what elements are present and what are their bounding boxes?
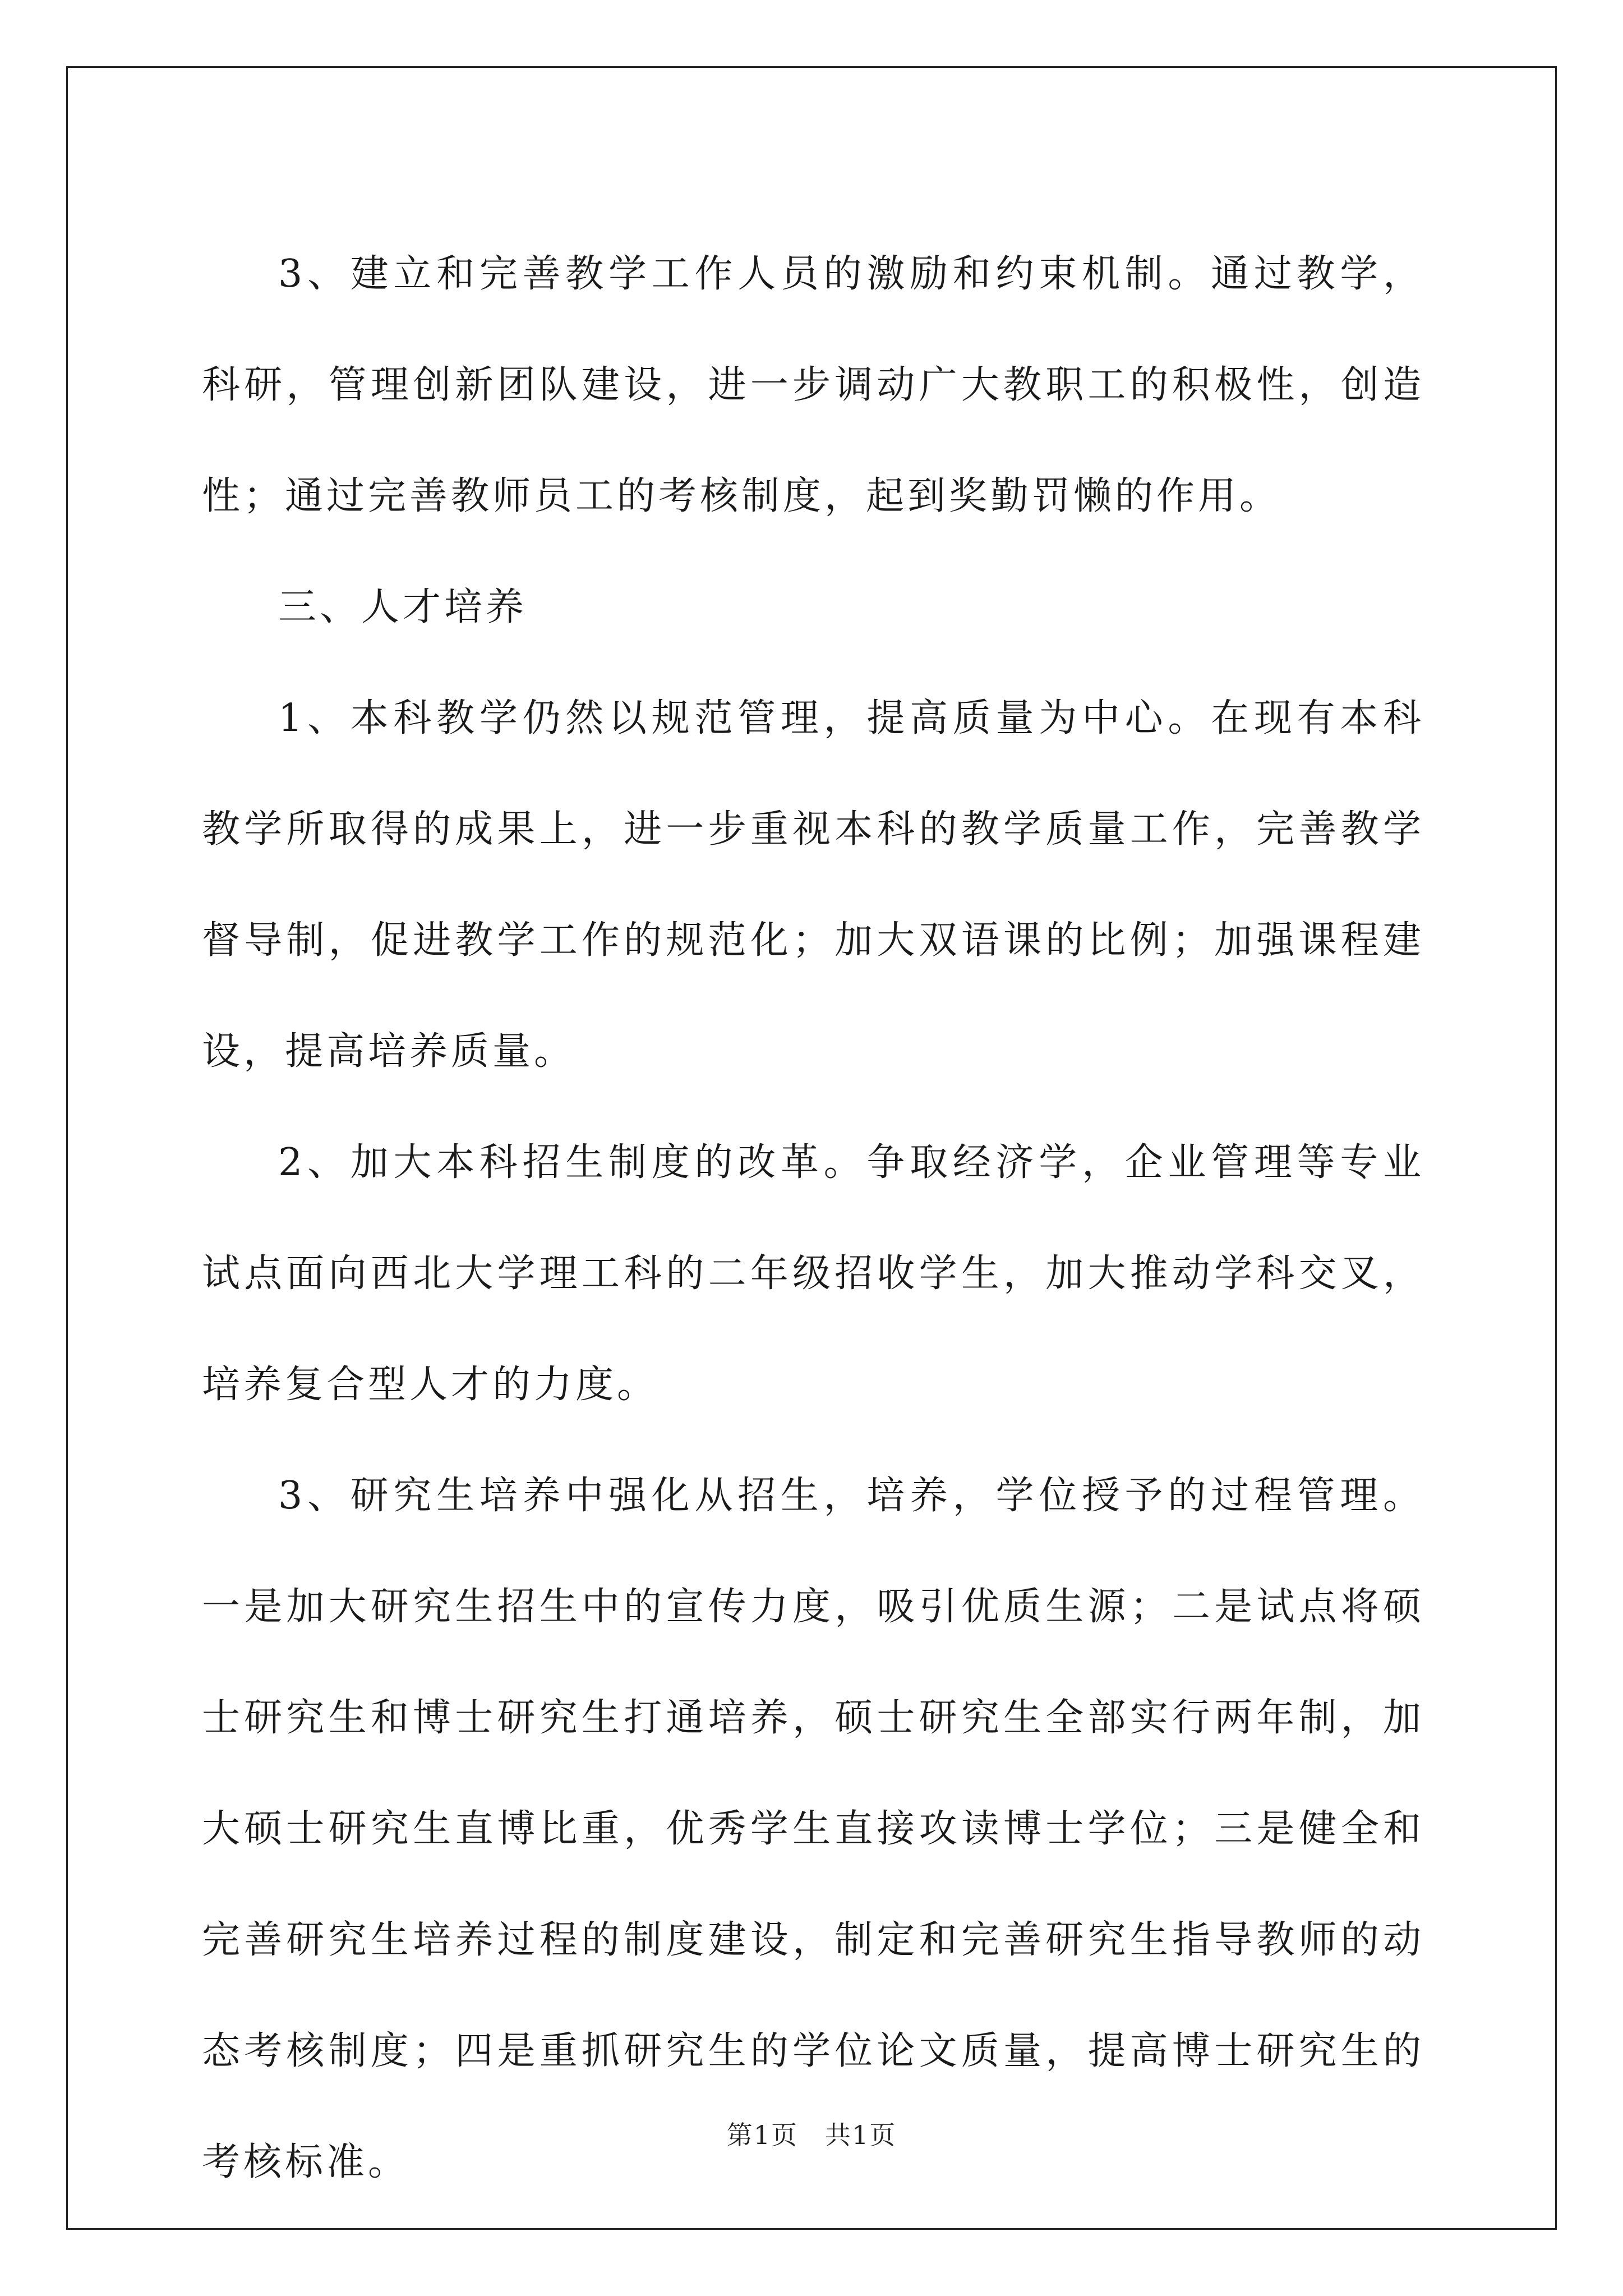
paragraph-graduate-training: 3、研究生培养中强化从招生，培养，学位授予的过程管理。一是加大研究生招生中的宣传力度，吸引优质生源；二是试点将硕士研究生和博士研究生打通培养，硕士研究生全部实行两年制，加大硕士研究生直博比重，优秀学生直接攻读博士学位；三是健全和完善研究生培养过程的制度建设，制定和完善研究生指导教师的动态考核制度；四是重抓研究生的学位论文质量，提高博士研究生的考核标准。 bbox=[202, 1474, 1424, 2184]
document-body bbox=[202, 219, 1424, 2218]
page-number-footer: 第1页 共1页 bbox=[726, 2120, 897, 2150]
paragraph-incentive-mechanism: 3、建立和完善教学工作人员的激励和约束机制。通过教学，科研，管理创新团队建设，进一步调动广大教职工的积极性，创造性；通过完善教师员工的考核制度，起到奖勤罚懒的作用。 bbox=[202, 252, 1424, 518]
paragraph-admission-reform: 2、加大本科招生制度的改革。争取经济学，企业管理等专业试点面向西北大学理工科的二年级招收学生，加大推动学科交叉，培养复合型人才的力度。 bbox=[202, 1140, 1424, 1407]
section-heading-talent-cultivation: 三、人才培养 bbox=[278, 585, 528, 629]
paragraph-undergraduate-teaching: 1、本科教学仍然以规范管理，提高质量为中心。在现有本科教学所取得的成果上，进一步重视本科的教学质量工作，完善教学督导制，促进教学工作的规范化；加大双语课的比例；加强课程建设，提高培养质量。 bbox=[202, 696, 1424, 1074]
